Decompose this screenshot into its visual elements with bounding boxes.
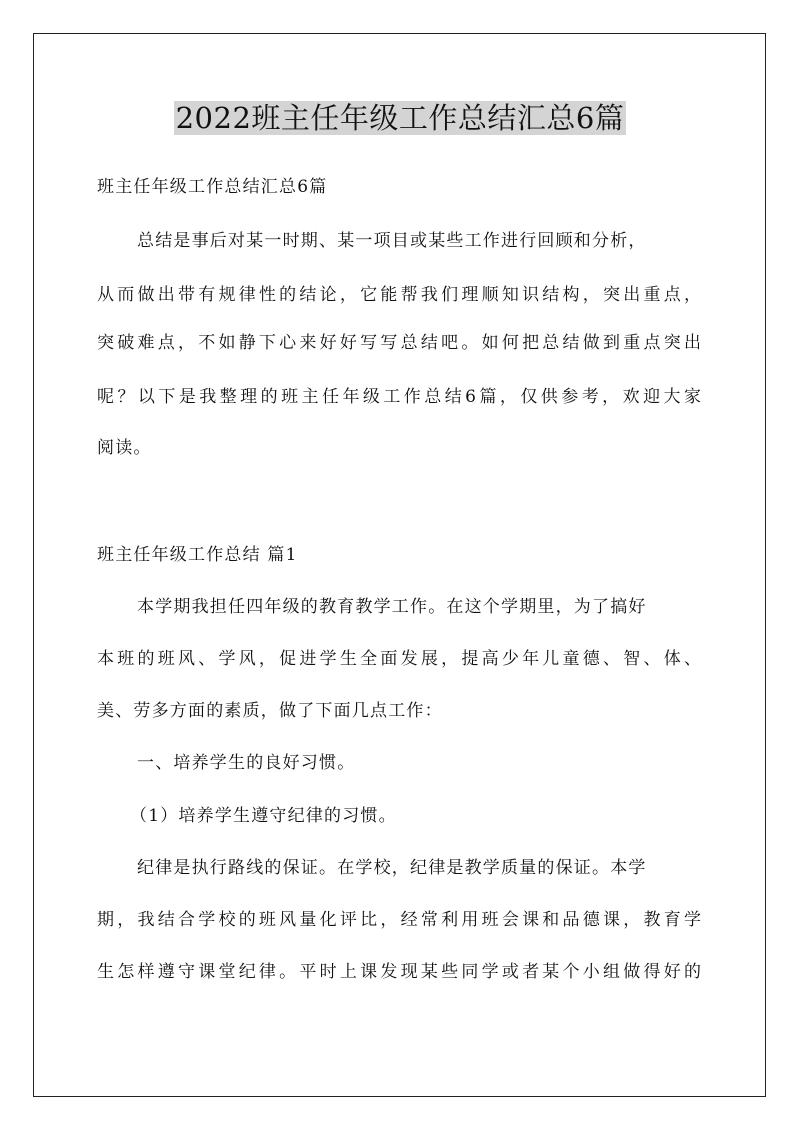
para1-line-3: 美、劳多方面的素质，做了下面几点工作： — [97, 701, 443, 721]
intro-line-2: 从而做出带有规律性的结论，它能帮我们理顺知识结构，突出重点， — [97, 285, 701, 305]
intro-line-1: 总结是事后对某一时期、某一项目或某些工作进行回顾和分析， — [137, 231, 647, 251]
sub-point: （1）培养学生遵守纪律的习惯。 — [130, 806, 397, 826]
document-title: 2022班主任年级工作总结汇总6篇 — [175, 101, 625, 135]
para1-line-2: 本班的班风、学风，促进学生全面发展，提高少年儿童德、智、体、 — [97, 649, 701, 669]
para2-line-2: 期，我结合学校的班风量化评比，经常利用班会课和品德课，教育学 — [97, 910, 701, 930]
intro-line-5: 阅读。 — [97, 438, 152, 458]
section-heading: 班主任年级工作总结 篇1 — [97, 545, 298, 565]
para2-line-1: 纪律是执行路线的保证。在学校，纪律是教学质量的保证。本学 — [137, 858, 647, 878]
point-heading: 一、培养学生的良好习惯。 — [137, 753, 356, 773]
intro-line-4: 呢？以下是我整理的班主任年级工作总结6篇，仅供参考，欢迎大家 — [97, 387, 701, 407]
para1-line-1: 本学期我担任四年级的教育教学工作。在这个学期里，为了搞好 — [137, 597, 647, 617]
subtitle: 班主任年级工作总结汇总6篇 — [97, 177, 328, 197]
para2-line-3: 生怎样遵守课堂纪律。平时上课发现某些同学或者某个小组做得好的 — [97, 962, 701, 982]
intro-line-3: 突破难点，不如静下心来好好写写总结吧。如何把总结做到重点突出 — [97, 333, 701, 353]
